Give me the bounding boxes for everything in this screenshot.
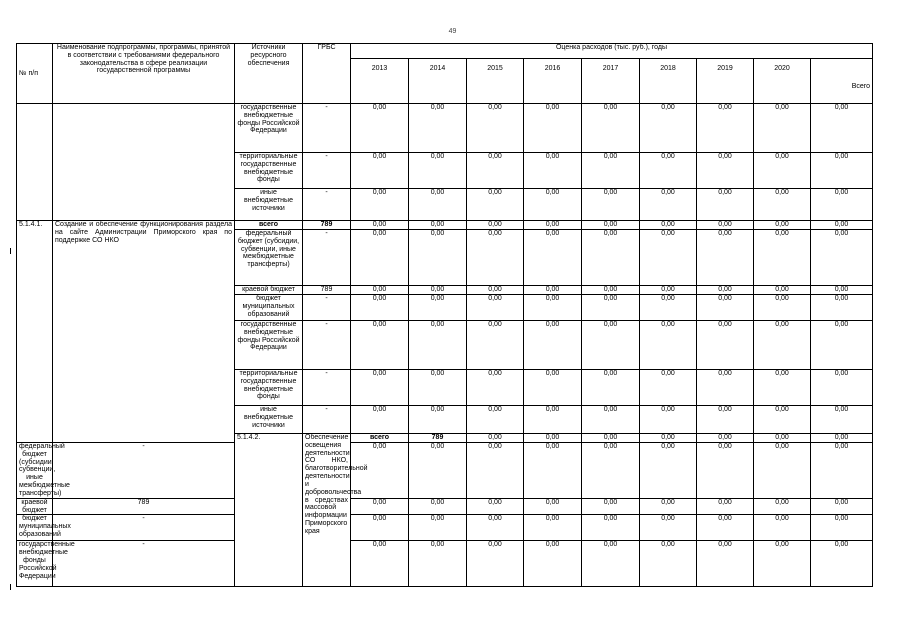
value-cell: 0,00 bbox=[811, 104, 873, 153]
header-num: № п/п bbox=[17, 44, 53, 104]
header-year: 2013 bbox=[351, 59, 409, 104]
source-cell: бюджет муниципальных образований bbox=[17, 515, 53, 541]
value-cell: 0,00 bbox=[811, 443, 873, 499]
value-cell: 0,00 bbox=[467, 443, 524, 499]
value-cell: 0,00 bbox=[640, 434, 697, 443]
value-cell: 0,00 bbox=[351, 515, 409, 541]
header-total bbox=[811, 59, 873, 104]
value-cell: 0,00 bbox=[811, 370, 873, 406]
table-row bbox=[17, 515, 873, 541]
value-cell: 0,00 bbox=[467, 230, 524, 286]
value-cell: 0,00 bbox=[582, 230, 640, 286]
grbs-cell: - bbox=[303, 230, 351, 286]
value-cell: 0,00 bbox=[697, 370, 754, 406]
value-cell: 0,00 bbox=[640, 321, 697, 370]
source-cell: иные внебюджетные источники bbox=[235, 189, 303, 221]
value-cell: 0,00 bbox=[467, 286, 524, 295]
value-cell: 0,00 bbox=[409, 498, 467, 515]
value-cell: 0,00 bbox=[467, 189, 524, 221]
table-header-row bbox=[17, 44, 873, 59]
value-cell: 0,00 bbox=[582, 406, 640, 434]
value-cell: 0,00 bbox=[640, 230, 697, 286]
value-cell: 0,00 bbox=[467, 321, 524, 370]
value-cell: 0,00 bbox=[754, 515, 811, 541]
value-cell: 0,00 bbox=[409, 443, 467, 499]
value-cell: 0,00 bbox=[697, 230, 754, 286]
value-cell: 0,00 bbox=[754, 498, 811, 515]
value-cell: 0,00 bbox=[697, 189, 754, 221]
value-cell: 0,00 bbox=[582, 153, 640, 189]
value-cell: 0,00 bbox=[409, 321, 467, 370]
value-cell: 0,00 bbox=[409, 515, 467, 541]
value-cell: 0,00 bbox=[351, 230, 409, 286]
budget-table bbox=[16, 43, 873, 587]
table-row bbox=[17, 498, 873, 515]
value-cell: 0,00 bbox=[582, 498, 640, 515]
value-cell: 0,00 bbox=[754, 321, 811, 370]
value-cell: 0,00 bbox=[351, 321, 409, 370]
value-cell: 0,00 bbox=[811, 515, 873, 541]
value-cell: 0,00 bbox=[467, 153, 524, 189]
value-cell: 0,00 bbox=[524, 515, 582, 541]
value-cell: 0,00 bbox=[754, 104, 811, 153]
value-cell: 0,00 bbox=[697, 498, 754, 515]
value-cell: 0,00 bbox=[524, 541, 582, 587]
value-cell: 0,00 bbox=[467, 104, 524, 153]
value-cell: 0,00 bbox=[409, 104, 467, 153]
header-estimate: Оценка расходов (тыс. руб.), годы bbox=[351, 44, 873, 59]
value-cell: 0,00 bbox=[640, 189, 697, 221]
value-cell: 0,00 bbox=[582, 443, 640, 499]
value-cell: 0,00 bbox=[524, 321, 582, 370]
value-cell: 0,00 bbox=[754, 443, 811, 499]
grbs-cell: - bbox=[303, 189, 351, 221]
source-cell: государственные внебюджетные фонды Российской Федерации bbox=[235, 104, 303, 153]
value-cell: 0,00 bbox=[409, 153, 467, 189]
value-cell: 0,00 bbox=[811, 295, 873, 321]
source-cell: территориальные государственные внебюджетные фонды bbox=[235, 370, 303, 406]
row-name-empty bbox=[53, 104, 235, 221]
value-cell: 0,00 bbox=[524, 221, 582, 230]
margin-mark bbox=[10, 248, 11, 254]
value-cell: 0,00 bbox=[409, 230, 467, 286]
source-cell: государственные внебюджетные фонды Российской Федерации bbox=[235, 321, 303, 370]
value-cell: 0,00 bbox=[409, 406, 467, 434]
source-cell: бюджет муниципальных образований bbox=[235, 295, 303, 321]
value-cell: 0,00 bbox=[467, 541, 524, 587]
value-cell: 0,00 bbox=[640, 443, 697, 499]
value-cell: 0,00 bbox=[582, 221, 640, 230]
value-cell: 0,00 bbox=[640, 286, 697, 295]
value-cell: 0,00 bbox=[351, 295, 409, 321]
value-cell: 0,00 bbox=[697, 321, 754, 370]
value-cell: 0,00 bbox=[697, 541, 754, 587]
value-cell: 0,00 bbox=[351, 153, 409, 189]
source-cell: федеральный бюджет (субсидии, субвенции, иные межбюджетные трансферты) bbox=[17, 443, 53, 499]
source-cell: иные внебюджетные источники bbox=[235, 406, 303, 434]
value-cell: 0,00 bbox=[640, 153, 697, 189]
value-cell: 0,00 bbox=[351, 498, 409, 515]
item-num: 5.1.4.1. bbox=[17, 221, 53, 443]
value-cell: 0,00 bbox=[409, 189, 467, 221]
value-cell: 0,00 bbox=[811, 498, 873, 515]
value-cell: 0,00 bbox=[697, 295, 754, 321]
header-year: 2015 bbox=[467, 59, 524, 104]
value-cell: 0,00 bbox=[754, 541, 811, 587]
header-year: 2018 bbox=[640, 59, 697, 104]
value-cell: 0,00 bbox=[811, 406, 873, 434]
value-cell: 0,00 bbox=[524, 406, 582, 434]
value-cell: 0,00 bbox=[640, 498, 697, 515]
header-year: 2020 bbox=[754, 59, 811, 104]
item-name: Обеспечение освещения деятельности СО НКО, благотворительной деятельности и добровольчества в средствах массовой информации Приморского края bbox=[303, 434, 351, 587]
value-cell: 0,00 bbox=[467, 515, 524, 541]
grbs-cell: - bbox=[53, 515, 235, 541]
value-cell: 0,00 bbox=[754, 295, 811, 321]
value-cell: 0,00 bbox=[754, 406, 811, 434]
value-cell: 0,00 bbox=[811, 321, 873, 370]
source-cell: территориальные государственные внебюджетные фонды bbox=[235, 153, 303, 189]
grbs-cell: 789 bbox=[53, 498, 235, 515]
value-cell: 0,00 bbox=[754, 434, 811, 443]
value-cell: 0,00 bbox=[640, 295, 697, 321]
value-cell: 0,00 bbox=[640, 221, 697, 230]
value-cell: 0,00 bbox=[582, 541, 640, 587]
grbs-cell: - bbox=[303, 406, 351, 434]
header-year: 2017 bbox=[582, 59, 640, 104]
value-cell: 0,00 bbox=[697, 104, 754, 153]
value-cell: 0,00 bbox=[351, 406, 409, 434]
value-cell: 0,00 bbox=[582, 286, 640, 295]
value-cell: 0,00 bbox=[640, 515, 697, 541]
value-cell: 0,00 bbox=[582, 104, 640, 153]
value-cell: 0,00 bbox=[640, 104, 697, 153]
value-cell: 0,00 bbox=[351, 189, 409, 221]
value-cell: 0,00 bbox=[524, 443, 582, 499]
value-cell: 0,00 bbox=[524, 189, 582, 221]
header-year: 2016 bbox=[524, 59, 582, 104]
value-cell: 0,00 bbox=[409, 541, 467, 587]
grbs-cell: - bbox=[303, 295, 351, 321]
table-row bbox=[17, 443, 873, 499]
value-cell: 0,00 bbox=[697, 153, 754, 189]
value-cell: 0,00 bbox=[351, 104, 409, 153]
value-cell: 0,00 bbox=[697, 221, 754, 230]
grbs-cell: 789 bbox=[303, 286, 351, 295]
value-cell: 0,00 bbox=[351, 221, 409, 230]
value-cell: 0,00 bbox=[754, 153, 811, 189]
value-cell: 0,00 bbox=[811, 541, 873, 587]
grbs-cell: - bbox=[303, 321, 351, 370]
value-cell: 0,00 bbox=[697, 286, 754, 295]
value-cell: 0,00 bbox=[582, 295, 640, 321]
value-cell: 0,00 bbox=[697, 434, 754, 443]
source-cell: всего bbox=[351, 434, 409, 443]
value-cell: 0,00 bbox=[582, 370, 640, 406]
value-cell: 0,00 bbox=[754, 189, 811, 221]
header-grbs: ГРБС bbox=[303, 44, 351, 104]
header-sources: Источники ресурсного обеспечения bbox=[235, 44, 303, 104]
value-cell: 0,00 bbox=[811, 221, 873, 230]
value-cell: 0,00 bbox=[409, 295, 467, 321]
grbs-cell: - bbox=[303, 370, 351, 406]
value-cell: 0,00 bbox=[811, 286, 873, 295]
source-cell: федеральный бюджет (субсидии, субвенции, иные межбюджетные трансферты) bbox=[235, 230, 303, 286]
table-row bbox=[17, 104, 873, 153]
value-cell: 0,00 bbox=[582, 321, 640, 370]
value-cell: 0,00 bbox=[811, 434, 873, 443]
value-cell: 0,00 bbox=[409, 221, 467, 230]
header-total-label: Всего bbox=[851, 83, 871, 90]
grbs-cell: 789 bbox=[303, 221, 351, 230]
value-cell: 0,00 bbox=[697, 515, 754, 541]
source-cell: всего bbox=[235, 221, 303, 230]
value-cell: 0,00 bbox=[582, 189, 640, 221]
item-num: 5.1.4.2. bbox=[235, 434, 303, 587]
value-cell: 0,00 bbox=[524, 230, 582, 286]
value-cell: 0,00 bbox=[754, 230, 811, 286]
value-cell: 0,00 bbox=[640, 541, 697, 587]
source-cell: государственные внебюджетные фонды Российской Федерации bbox=[17, 541, 53, 587]
value-cell: 0,00 bbox=[754, 221, 811, 230]
grbs-cell: 789 bbox=[409, 434, 467, 443]
value-cell: 0,00 bbox=[524, 286, 582, 295]
header-name: Наименование подпрограммы, программы, принятой в соответствии с требованиями федерального законодательства в сфере реализации государственной программы bbox=[53, 44, 235, 104]
grbs-cell: - bbox=[53, 443, 235, 499]
value-cell: 0,00 bbox=[351, 541, 409, 587]
value-cell: 0,00 bbox=[582, 434, 640, 443]
value-cell: 0,00 bbox=[640, 406, 697, 434]
header-year: 2014 bbox=[409, 59, 467, 104]
grbs-cell: - bbox=[303, 153, 351, 189]
value-cell: 0,00 bbox=[467, 221, 524, 230]
value-cell: 0,00 bbox=[524, 434, 582, 443]
value-cell: 0,00 bbox=[697, 443, 754, 499]
item-name: Создание и обеспечение функционирования раздела на сайте Администрации Приморского края по поддержке СО НКО bbox=[53, 221, 235, 443]
value-cell: 0,00 bbox=[467, 498, 524, 515]
value-cell: 0,00 bbox=[351, 286, 409, 295]
value-cell: 0,00 bbox=[524, 153, 582, 189]
value-cell: 0,00 bbox=[409, 286, 467, 295]
value-cell: 0,00 bbox=[697, 406, 754, 434]
header-year: 2019 bbox=[697, 59, 754, 104]
value-cell: 0,00 bbox=[467, 370, 524, 406]
value-cell: 0,00 bbox=[640, 370, 697, 406]
value-cell: 0,00 bbox=[524, 498, 582, 515]
source-cell: краевой бюджет bbox=[17, 498, 53, 515]
value-cell: 0,00 bbox=[811, 230, 873, 286]
grbs-cell: - bbox=[303, 104, 351, 153]
value-cell: 0,00 bbox=[409, 370, 467, 406]
source-cell: краевой бюджет bbox=[235, 286, 303, 295]
value-cell: 0,00 bbox=[351, 443, 409, 499]
value-cell: 0,00 bbox=[811, 189, 873, 221]
value-cell: 0,00 bbox=[582, 515, 640, 541]
table-row bbox=[17, 221, 873, 230]
table-row bbox=[17, 541, 873, 587]
value-cell: 0,00 bbox=[351, 370, 409, 406]
value-cell: 0,00 bbox=[524, 104, 582, 153]
margin-mark bbox=[10, 584, 11, 590]
value-cell: 0,00 bbox=[467, 295, 524, 321]
page-number: 49 bbox=[448, 28, 457, 35]
value-cell: 0,00 bbox=[811, 153, 873, 189]
value-cell: 0,00 bbox=[754, 286, 811, 295]
value-cell: 0,00 bbox=[467, 434, 524, 443]
value-cell: 0,00 bbox=[754, 370, 811, 406]
value-cell: 0,00 bbox=[524, 370, 582, 406]
value-cell: 0,00 bbox=[524, 295, 582, 321]
row-num-empty bbox=[17, 104, 53, 221]
value-cell: 0,00 bbox=[467, 406, 524, 434]
grbs-cell: - bbox=[53, 541, 235, 587]
